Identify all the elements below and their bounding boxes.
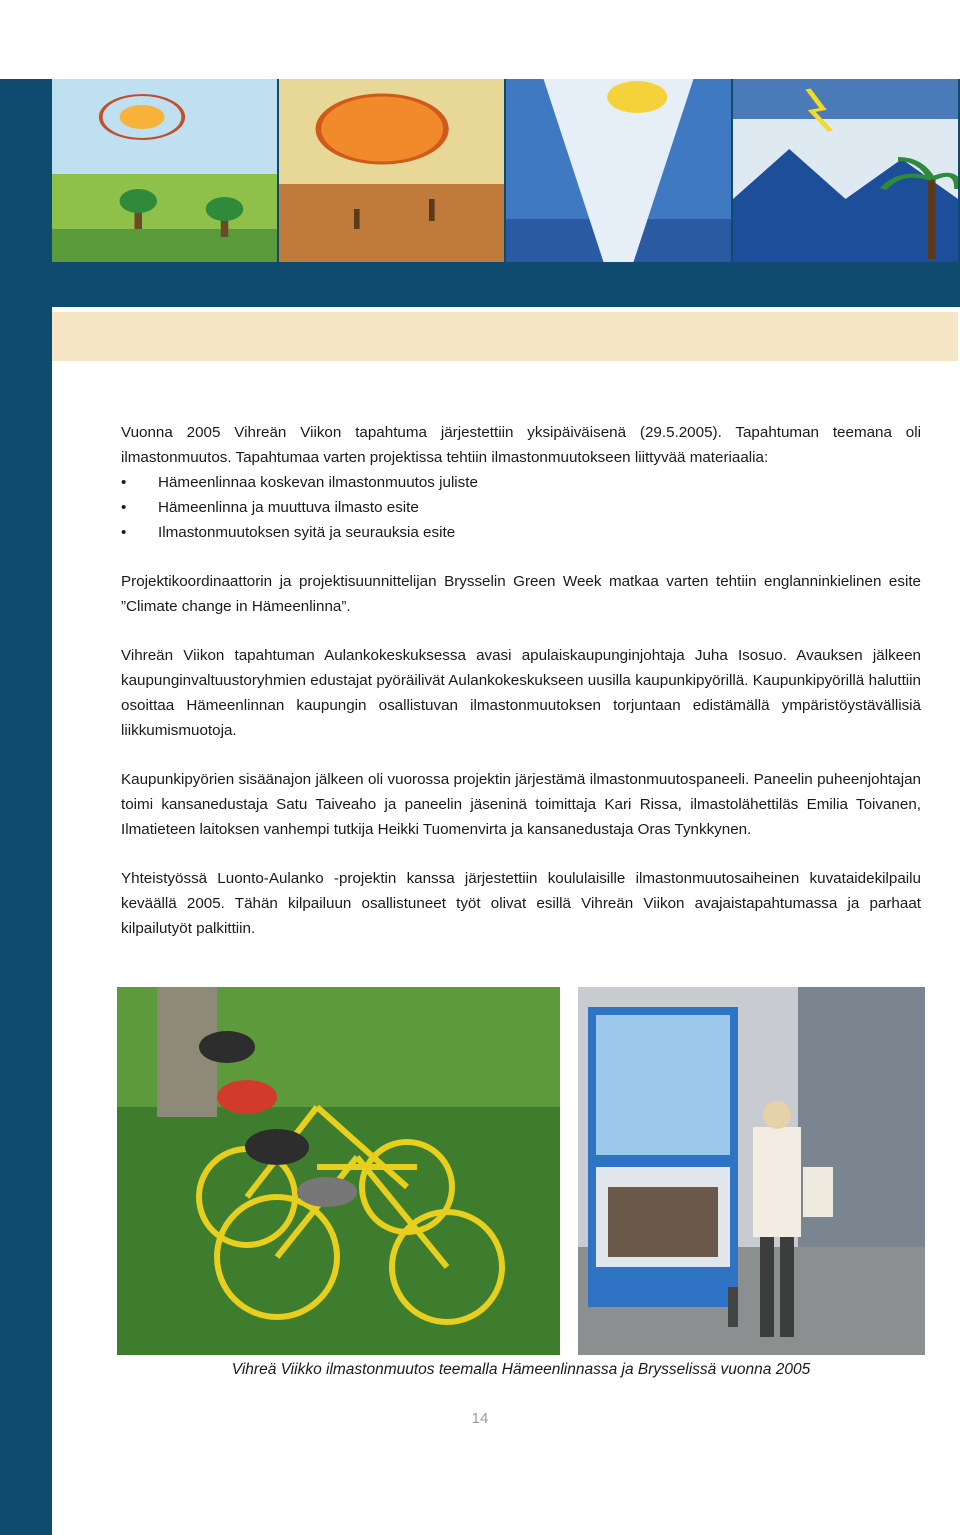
list-item: • Hämeenlinnaa koskevan ilmastonmuutos juliste — [121, 470, 921, 495]
brochure-paragraph: Projektikoordinaattorin ja projektisuunnittelijan Brysselin Green Week matkaa varten tehtiin englanninkielinen esite ”Climate change in Hämeenlinna”. — [121, 573, 921, 615]
photo-caption: Vihreä Viikko ilmastonmuutos teemalla Hämeenlinnassa ja Brysselissä vuonna 2005 — [231, 1361, 811, 1378]
header-whitespace — [0, 0, 960, 79]
storm-waves-palm-drawing — [733, 79, 958, 262]
list-item: • Hämeenlinna ja muuttuva ilmasto esite — [121, 495, 921, 520]
children-drawings-strip — [52, 79, 958, 262]
photo-row — [117, 987, 925, 1355]
list-item: • Ilmastonmuutoksen syitä ja seurauksia esite — [121, 520, 921, 545]
yellow-city-bikes-photo — [117, 987, 560, 1355]
panel-paragraph: Kaupunkipyörien sisäänajon jälkeen oli vuorossa projektin järjestämä ilmastonmuutospaneeli. Paneelin puheenjohtajan toimi kansanedustaja Satu Taiveaho ja paneelin jäseninä toimittaja Kari Rissa, ilmastolähettiläs Emilia Toivanen, Ilmatieteen laitoksen vanhempi tutkija Heikki Tuomenvirta ja kansanedustaja Oras Tynkkynen. — [121, 771, 921, 838]
opening-paragraph: Vihreän Viikon tapahtuman Aulankokeskuksessa avasi apulaiskaupunginjohtaja Juha Isosuo. Avauksen jälkeen kaupunginvaltuustoryhmien edustajat pyöräilivät Aulankokeskukseen uusilla kaupunkipyörillä. Kaupunkipyörillä haluttiin osoittaa Hämeenlinnan kaupungin osallistuvan ilmastonmuutoksen torjuntaan edistämällä ympäristöystävällisiä liikkumismuotoja. — [121, 647, 921, 739]
materials-list — [121, 470, 921, 545]
article-body — [121, 420, 921, 941]
orange-sun-desert-drawing — [279, 79, 504, 262]
competition-paragraph: Yhteistyössä Luonto-Aulanko -projektin kanssa järjestettiin koululaisille ilmastonmuutosaiheinen kuvataidekilpailu keväällä 2005. Tähän kilpailuun osallistuneet työt olivat esillä Vihreän Viikon avajaistapahtumassa ja parhaat kilpailutyöt palkittiin. — [121, 870, 921, 937]
page-number: 14 — [471, 1410, 489, 1427]
left-color-stripe — [0, 307, 52, 1535]
intro-paragraph: Vuonna 2005 Vihreän Viikon tapahtuma järjestettiin yksipäiväisenä (29.5.2005). Tapahtuman teemana oli ilmastonmuutos. Tapahtumaa varten projektissa tehtiin ilmastonmuutokseen liittyvää materiaalia: — [121, 424, 921, 466]
sun-and-trees-drawing — [52, 79, 277, 262]
tan-band — [52, 312, 958, 361]
brussels-exhibition-photo — [578, 987, 925, 1355]
tornado-drawing — [506, 79, 731, 262]
